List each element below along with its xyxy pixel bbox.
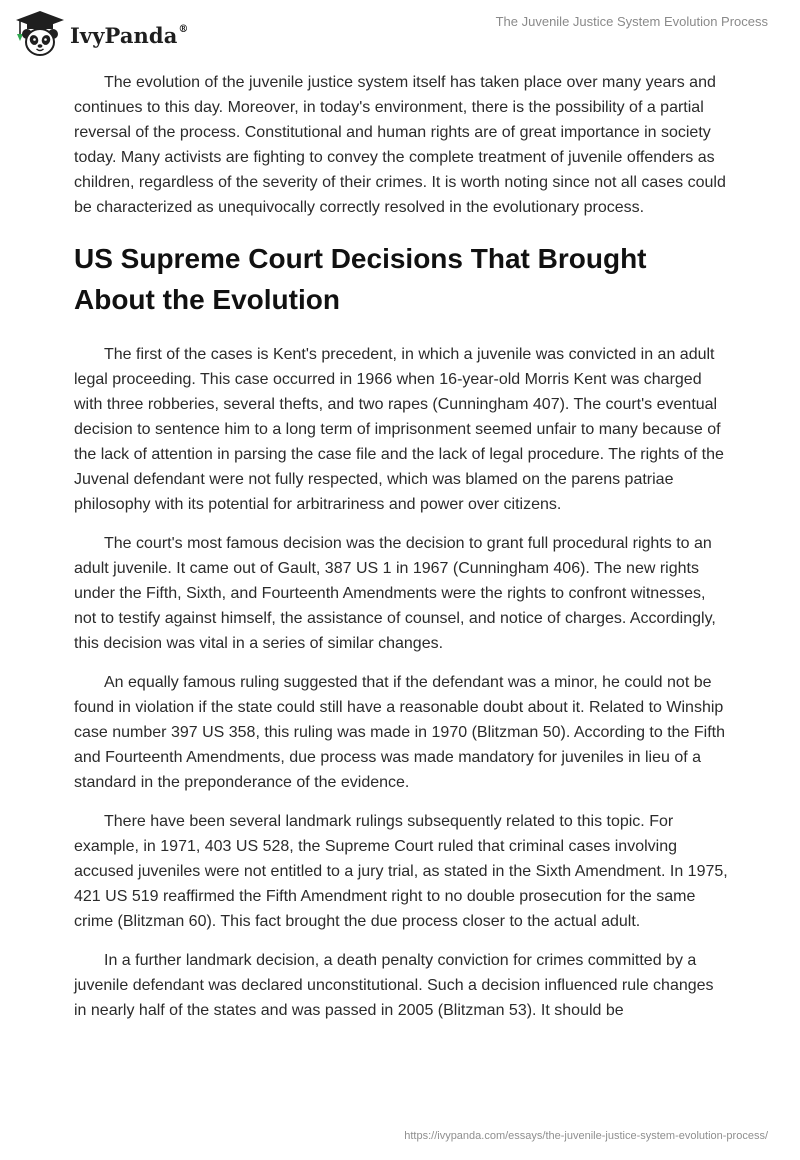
source-url[interactable]: https://ivypanda.com/essays/the-juvenile-justice-system-evolution-process/: [404, 1130, 768, 1142]
brand-name: [70, 23, 189, 48]
intro-paragraph: The evolution of the juvenile justice system itself has taken place over many years and continues to this day. Moreover, in today's environment, there is the possibility of a partial reversal of the process. Constitutional and human rights are of great importance in society today. Many activists are fighting to convey the complete treatment of juvenile offenders as children, regardless of the severity of their crimes. It is worth noting since not all cases could be characterized as unequivocally correctly resolved in the evolutionary process.: [74, 74, 726, 216]
body-paragraph-landmark-rulings: There have been several landmark rulings subsequently related to this topic. For example, in 1971, 403 US 528, the Supreme Court ruled that criminal cases involving accused juveniles were not entitled to a jury trial, as stated in the Sixth Amendment. In 1975, 421 US 519 reaffirmed the Fifth Amendment right to no double prosecution for the same crime (Blitzman 60). This fact brought the due process closer to the actual adult.: [74, 813, 728, 930]
body-paragraph-winship: An equally famous ruling suggested that if the defendant was a minor, he could not be found in violation if the state could still have a reasonable doubt about it. Related to Winship case number 397 US 358, this ruling was made in 1970 (Blitzman 50). According to the Fifth and Fourteenth Amendments, due process was made mandatory for juveniles in lieu of a standard in the preponderance of the evidence.: [74, 674, 726, 791]
section-heading: US Supreme Court Decisions That Brought About the Evolution: [74, 243, 647, 315]
essay-body: [74, 70, 730, 1037]
panda-graduate-icon: [14, 10, 66, 58]
body-paragraph-gault: The court's most famous decision was the decision to grant full procedural rights to an adult juvenile. It came out of Gault, 387 US 1 in 1967 (Cunningham 406). The new rights under the Fifth, Sixth, and Fourteenth Amendments were the rights to confront witnesses, not to testify against himself, the assistance of counsel, and notice of charges. Accordingly, this decision was vital in a series of similar changes.: [74, 535, 716, 652]
document-title: The Juvenile Justice System Evolution Process: [495, 14, 768, 29]
body-paragraph-kent: The first of the cases is Kent's precedent, in which a juvenile was convicted in an adult legal proceeding. This case occurred in 1966 when 16-year-old Morris Kent was charged with three robberies, several thefts, and two rapes (Cunningham 407). The court's eventual decision to sentence him to a long term of imprisonment seemed unfair to many because of the lack of attention in parsing the case file and the lack of legal procedure. The rights of the Juvenal defendant were not fully respected, which was blamed on the parens patriae philosophy with its potential for arbitrariness and power over citizens.: [74, 346, 724, 513]
body-paragraph-death-penalty: In a further landmark decision, a death penalty conviction for crimes committed by a juvenile defendant was declared unconstitutional. Such a decision influenced rule changes in nearly half of the states and was passed in 2005 (Blitzman 53). It should be: [74, 952, 714, 1019]
brand-logo[interactable]: [14, 10, 189, 58]
brand-name-text: IvyPanda: [70, 22, 178, 48]
registered-mark: ®: [178, 23, 189, 35]
page-header: [0, 0, 800, 64]
